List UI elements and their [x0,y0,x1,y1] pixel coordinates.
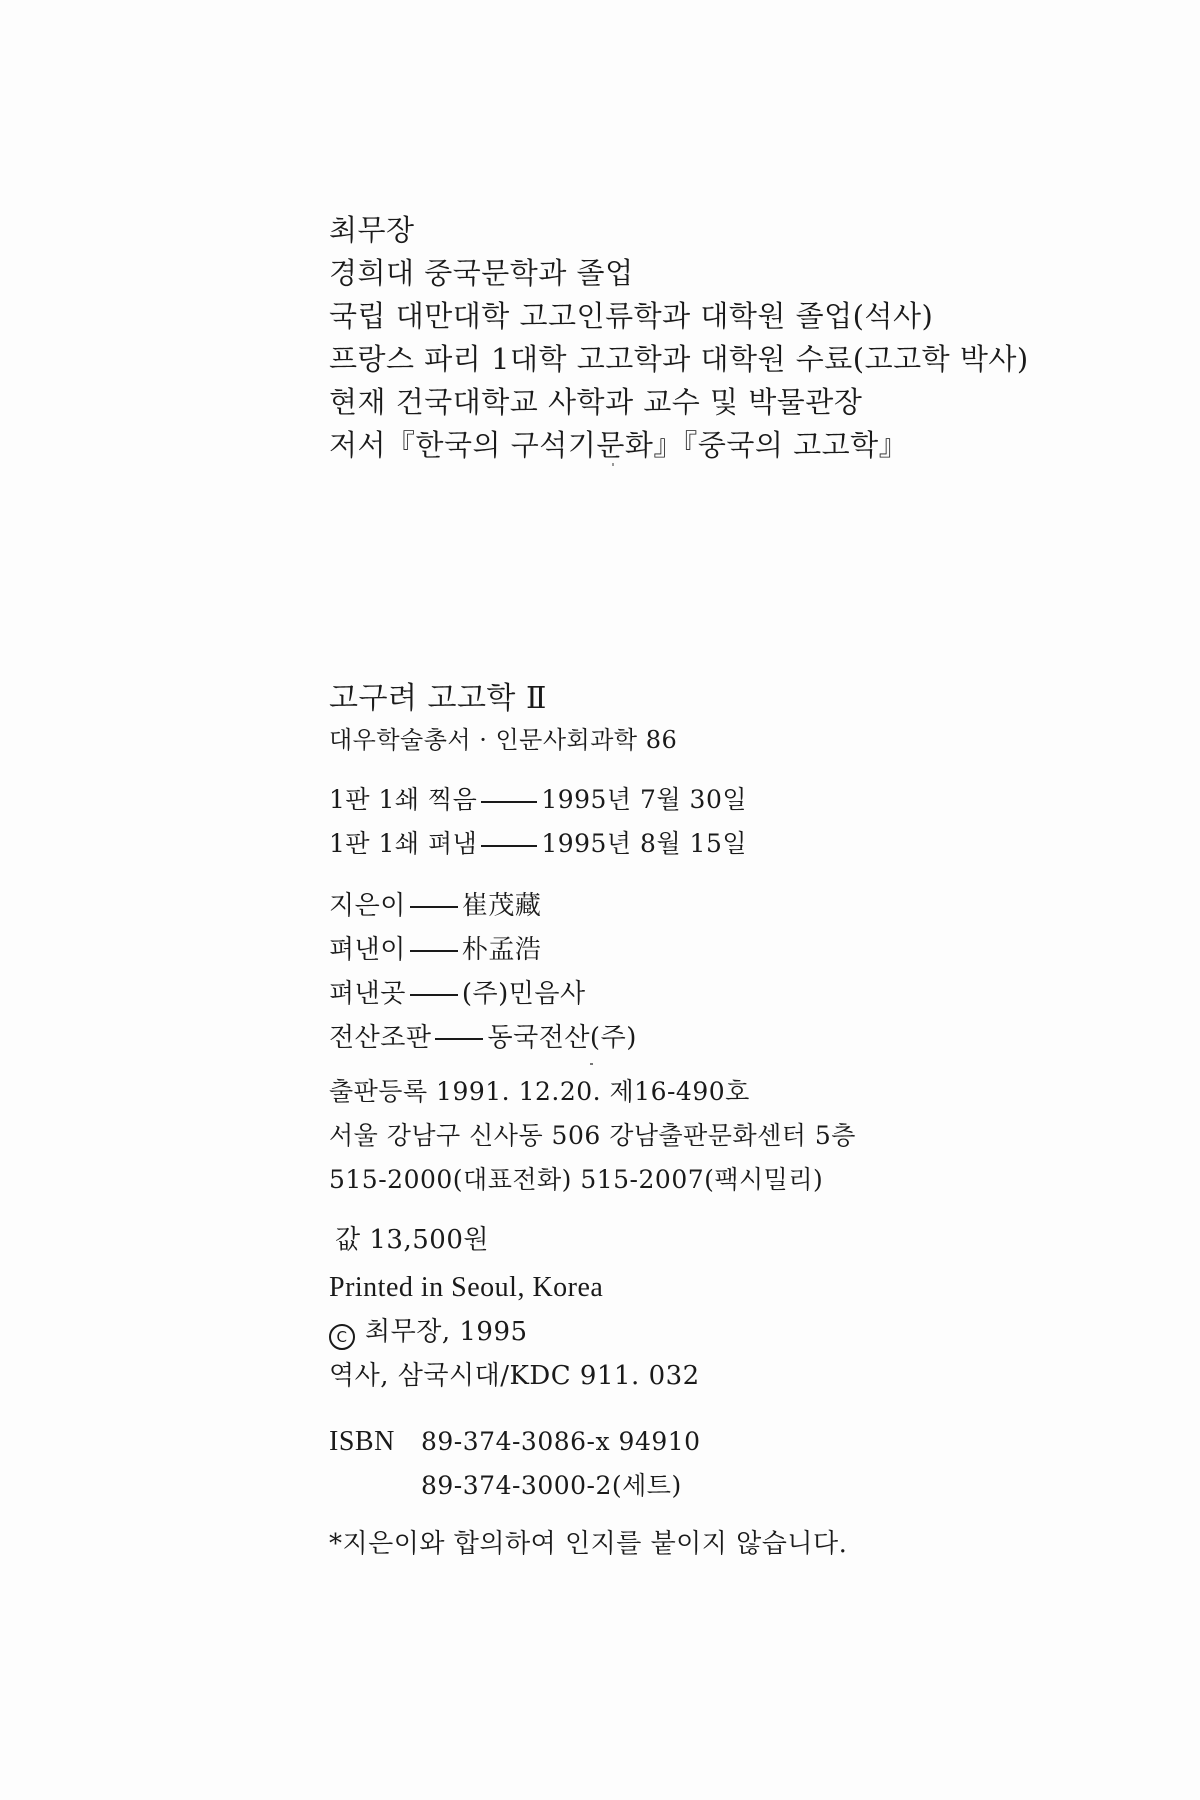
credit-value: 朴孟浩 [461,935,542,965]
isbn-row-2 [329,1464,701,1508]
print-speck [612,463,614,466]
publish-date-value: 1995년 8월 15일 [541,829,747,858]
credit-row-author [329,884,637,928]
publisher-phone: 515-2000(대표전화) 515-2007(팩시밀리) [329,1165,824,1194]
print-date-label: 1판 1쇄 찍음 [329,785,478,814]
book-title-block [329,678,677,760]
author-bio [329,209,1029,467]
copyright-icon: C [329,1324,355,1350]
dash-separator [410,906,458,908]
classification: 역사, 삼국시대/KDC 911. 032 [329,1361,700,1391]
registration-number: 출판등록 1991. 12.20. 제16-490호 [329,1077,750,1106]
isbn-set-number: 89-374-3000-2(세트) [421,1471,682,1500]
bio-line-education-2: 국립 대만대학 고고인류학과 대학원 졸업(석사) [329,299,934,333]
publish-date-label: 1판 1쇄 펴냄 [329,829,478,858]
printing-dates [329,778,747,866]
isbn-number: 89-374-3086-x 94910 [421,1427,701,1456]
credit-row-publisher [329,928,637,972]
publisher-address: 서울 강남구 신사동 506 강남출판문화센터 5층 [329,1121,856,1150]
print-date-row [329,778,747,822]
book-title: 고구려 고고학 Ⅱ [329,681,547,716]
credit-label: 지은이 [329,891,406,921]
credit-value: 崔茂藏 [461,891,542,921]
credit-label: 펴낸곳 [329,979,406,1009]
copyright-text: 최무장, 1995 [365,1317,528,1347]
credit-row-typesetting [329,1016,637,1060]
registration-info [329,1070,856,1202]
credit-value: (주)민음사 [461,979,586,1009]
credit-label: 전산조판 [329,1023,432,1053]
print-speck [590,1063,593,1065]
price: 값 13,500원 [335,1225,489,1255]
printed-in: Printed in Seoul, Korea [329,1272,604,1303]
bio-line-publications: 저서『한국의 구석기문화』『중국의 고고학』 [329,428,909,462]
stamp-note [329,1524,847,1564]
dash-separator [481,801,537,803]
print-date-value: 1995년 7월 30일 [541,785,747,814]
isbn-block [329,1420,701,1508]
copyright-row [329,1310,700,1354]
dash-separator [410,994,458,996]
dash-separator [410,950,458,952]
dash-separator [435,1038,483,1040]
bio-line-education-1: 경희대 중국문학과 졸업 [329,256,634,290]
credits [329,884,637,1060]
bio-line-education-3: 프랑스 파리 1대학 고고학과 대학원 수료(고고학 박사) [329,342,1029,376]
note-text: *지은이와 합의하여 인지를 붙이지 않습니다. [329,1529,848,1559]
credit-label: 펴낸이 [329,935,406,965]
isbn-row-1 [329,1420,701,1464]
credit-value: 동국전산(주) [487,1023,637,1053]
dash-separator [481,845,537,847]
credit-row-publishing-house [329,972,637,1016]
isbn-label: ISBN [329,1426,395,1457]
book-series: 대우학술총서 · 인문사회과학 86 [329,726,678,754]
bio-line-position: 현재 건국대학교 사학과 교수 및 박물관장 [329,385,863,419]
price-and-copyright [329,1218,700,1398]
publish-date-row [329,822,747,866]
author-name: 최무장 [329,213,415,247]
